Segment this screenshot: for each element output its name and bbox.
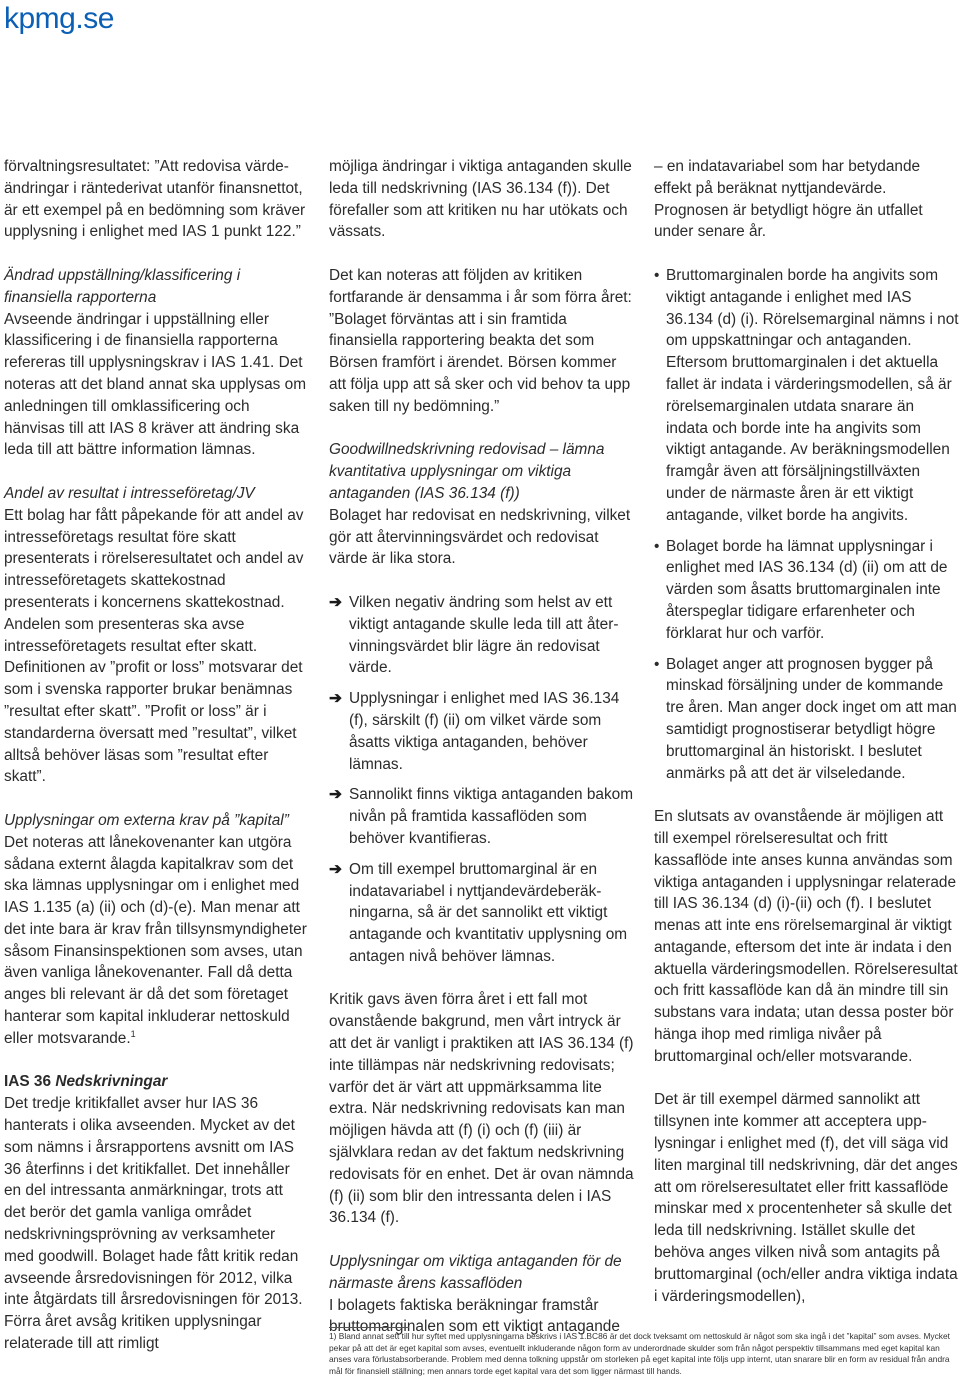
paragraph: möjliga ändringar i viktiga antaganden skulle leda till nedskrivning (IAS 36.134 (f)). Det förefaller som att kritiken nu har utökats och vässats. <box>329 158 632 241</box>
section-capital <box>4 810 307 1050</box>
paragraph: En slutsats av ovanstående är möjligen att till exempel rörelseresultat och fritt kassaflöde inte anses kunna användas som viktiga antaganden i upplysningar relaterade till IAS 36.134 (d) (i)-(ii) och (f). I beslutet menas att inte ens rörelsemarginal är viktigt antagande, eftersom det inte är indata i den aktuella värderingsmodellen. Rörelseresultat och fritt kassaflöde kan då än mindre till sin substans vara indata; utan dessa poster bör hänga ihop med rimliga nivåer på bruttomarginal och/eller motsvarande. <box>654 808 958 1065</box>
section-body: I bolagets faktiska beräkningar framstår bruttomarginalen som ett viktigt antagande <box>329 1296 620 1336</box>
heading-prefix: IAS 36 <box>4 1073 56 1091</box>
list-item-text: Vilken negativ ändring som helst av ett viktigt antagande skulle leda till att återvinningsvärdet blir lägre än redovisat värde. <box>349 593 619 677</box>
footnote-ref: 1 <box>130 1028 136 1039</box>
paragraph: Det är till exempel därmed sannolikt att tillsynen inte kommer att acceptera upplysningar i enlighet med (f), det vill säga vid liten marginal till nedskrivning, där det anges att om rörelseresultatet eller fritt kassaflöde minskar med x procentenheter så skulle det leda till nedskrivning. Istället skulle det behöva anges vilken nivå som antagits på bruttomarginal (och/eller andra viktiga indata i värderingsmodellen), <box>654 1091 958 1305</box>
list-item <box>654 265 960 527</box>
section-heading: Upplysningar om externa krav på ”kapital” <box>4 811 289 829</box>
section-associates <box>4 483 307 788</box>
section-reclassification <box>4 265 307 461</box>
list-item <box>654 536 960 645</box>
section-goodwill <box>329 439 634 570</box>
footnote: 1) Bland annat sett till hur syftet med upplysningarna beskrivs i IAS 1.BC86 är det dock tveksamt om nettoskuld är något som ska ingå i det ”kapital” som avses. Mycket pekar på att det är eget kapital som avses, eventuellt inkluderande någon form av underordnade skulder som från något perspektiv tillsammans med eget kapital kan anses vara förlustabsorberande. Problem med denna tolkning uppstår om storleken på eget kapital inte följs upp internt, utan snarare blir en form av residual från andra mål för finansiell ställning; men annars torde eget kapital vara det som ligger närmast till hands. <box>329 1331 950 1376</box>
paragraph: Det kan noteras att följden av kritiken fortfarande är densamma i år som förra året: ”Bolaget förväntas att i sin framtida finansiella rapportering beakta det som Börsen framfört i ärendet. Börsen kommer att följa upp att så sker och vid behov ta upp saken till ny bedömning.” <box>329 266 632 415</box>
site-logo-text: kpmg.se <box>4 2 114 35</box>
section-cashflow <box>329 1251 634 1338</box>
bullet-icon: • <box>654 655 660 673</box>
list-item-text: Bolaget anger att prognosen bygger på minskad försäljning under de kommande tre åren. Man anger dock inget om att man samtidigt prognostiserar betydligt högre bruttomarginal än historiskt. I beslutet anmärks på att det är vilseledande. <box>666 655 957 782</box>
section-heading-bold <box>4 1071 307 1093</box>
arrow-right-icon: ➔ <box>329 860 342 878</box>
paragraph: – en indatavariabel som har betydande effekt på beräknat nyttjandevärde. Prognosen är betydligt högre än utfallet under senare år. <box>654 158 923 241</box>
arrow-right-icon: ➔ <box>329 593 342 611</box>
list-item-text: Sannolikt finns viktiga antaganden bakom nivån på framtida kassaflöden som behöver kvantifieras. <box>349 786 634 847</box>
section-body: Det tredje kritikfallet avser hur IAS 36 hanterats i olika avseenden. Mycket av det som nämns i årsrapportens avsnitt om IAS 36 återfinns i det kritikfallet. Det innehåller en del intressanta anmärkningar, trots att det berör det gamla vanliga området nedskrivningsprövning av verksamheter med goodwill. Bolaget hade fått kritik redan avseende årsredovisningen för 2012, vilka inte åtgärdats till årsredovisningen för 2013. Förra året avsåg kritiken upplysningar relaterade till att rimligt <box>4 1095 303 1353</box>
arrow-right-icon: ➔ <box>329 786 342 804</box>
section-body: Bolaget har redovisat en nedskrivning, vilket gör att återvinningsvärdet och redovisat värde är lika stora. <box>329 506 631 568</box>
section-heading: Upplysningar om viktiga antaganden för de närmaste årens kassaflöden <box>329 1253 622 1292</box>
list-item-text: Upplysningar i enlighet med IAS 36.134 (f), särskilt (f) (ii) om vilket värde som åsatts viktiga antaganden, behöver lämnas. <box>349 690 620 773</box>
section-heading: Ändrad uppställning/klassificering i finansiella rapporterna <box>4 266 241 306</box>
section-heading: Goodwillnedskrivning redovisad – lämna kvantitativa upplysningar om viktiga antaganden (IAS 36.134 (f)) <box>329 441 605 502</box>
section-body: Avseende ändringar i uppställning eller klassificering i de finansiella rapporterna refereras till upplysningskrav i IAS 1.41. Det noteras att det bland annat ska upplysas om anledningen till omklassificering och hänvisas till att IAS 8 kräver att ändring ska leda till att bättre information lämnas. <box>4 310 307 459</box>
list-item <box>329 592 634 679</box>
section-body: Ett bolag har fått påpekande för att andel av intresseföretags resultat före skatt presenterats i rörelseresultatet och andel av intresseföretagets skattekostnad presenterats i koncernens skattekostnad. Andelen som presenteras ska avse intresseföretagets resultat efter skatt. Definitionen av ”profit or loss” motsvarar det som i svenska rapporter brukar benämnas ”resultat efter skatt”. ”Profit or loss” är i standarderna översatt med ”resultat”, vilket alltså behöver läsas som ”resultat efter skatt”. <box>4 506 304 786</box>
intro-paragraph: förvaltningsresultatet: ”Att redovisa värdeändringar i räntederivat utanför finansnettot, är ett exempel på en bedömning som kräver upplysning i enlighet med IAS 1 punkt 122.” <box>4 158 306 241</box>
list-item-text: Bruttomarginalen borde ha angivits som viktigt antagande i enlighet med IAS 36.134 (d) (i). Rörelsemarginal nämns i not om uppskattningar och antaganden. Eftersom bruttomarginalen i det aktuella fallet är indata i värderingsmodellen, så är rörelsemarginalen utdata snarare än indata och borde inte ha angivits som viktigt antagande. Av beräkningsmodellen framgår även att försäljningstillväxten under de närmaste åren är ett viktigt antagande, vilket borde ha angivits. <box>666 266 959 524</box>
arrow-right-icon: ➔ <box>329 690 342 708</box>
column-middle <box>329 156 634 1360</box>
list-item <box>654 654 960 785</box>
list-item-text: Om till exempel bruttomarginal är en indatavariabel i nyttjandevärdeberäkningarna, så är det sannolikt ett viktigt antagande och kvantitativ upplysning om antagen nivå behöver lämnas. <box>349 860 628 965</box>
footnote-divider <box>329 1327 409 1328</box>
section-ias36 <box>4 1071 307 1354</box>
section-heading: Andel av resultat i intresseföretag/JV <box>4 484 255 502</box>
bullet-icon: • <box>654 537 660 555</box>
paragraph: Kritik gavs även förra året i ett fall mot ovanstående bakgrund, men vårt intryck är att det är vanligt i praktiken att IAS 36.134 (f) inte tillämpas när nedskrivning redovisats; varför det är värt att uppmärksamma lite extra. När nedskrivning redovisats kan man möjligen hävda att (f) (i) och (f) (iii) är självklara redan av det faktum nedskrivning redovisats för en enhet. Det är ovan nämnda (f) (ii) som blir den intressanta delen i IAS 36.134 (f). <box>329 991 634 1227</box>
bullet-list <box>654 265 960 784</box>
list-item <box>329 784 634 849</box>
heading-italic: Nedskrivningar <box>55 1073 168 1091</box>
section-body: Det noteras att lånekovenanter kan utgöra sådana externt ålagda kapitalkrav som det ska lämnas upplysningar om i enlighet med IAS 1.135 (a) (ii) och (d)-(e). Man menar att det inte bara är krav från tillsynsmyndigheter såsom Finansinspektionen som avses, utan även vanliga lånekovenanter. Fall då detta anges bli relevant är då det som företaget hanterar som kapital inkluderar nettoskuld eller motsvarande. <box>4 833 307 1047</box>
list-item <box>329 859 634 968</box>
arrow-list <box>329 592 634 968</box>
column-left <box>4 156 307 1377</box>
list-item <box>329 688 634 775</box>
bullet-icon: • <box>654 266 660 284</box>
column-right <box>654 156 960 1329</box>
list-item-text: Bolaget borde ha lämnat upplysningar i enlighet med IAS 36.134 (d) (ii) om att de värden som åsatts bruttomarginalen inte återspeglar tidigare erfarenheter och förklarat hur och varför. <box>666 537 948 642</box>
